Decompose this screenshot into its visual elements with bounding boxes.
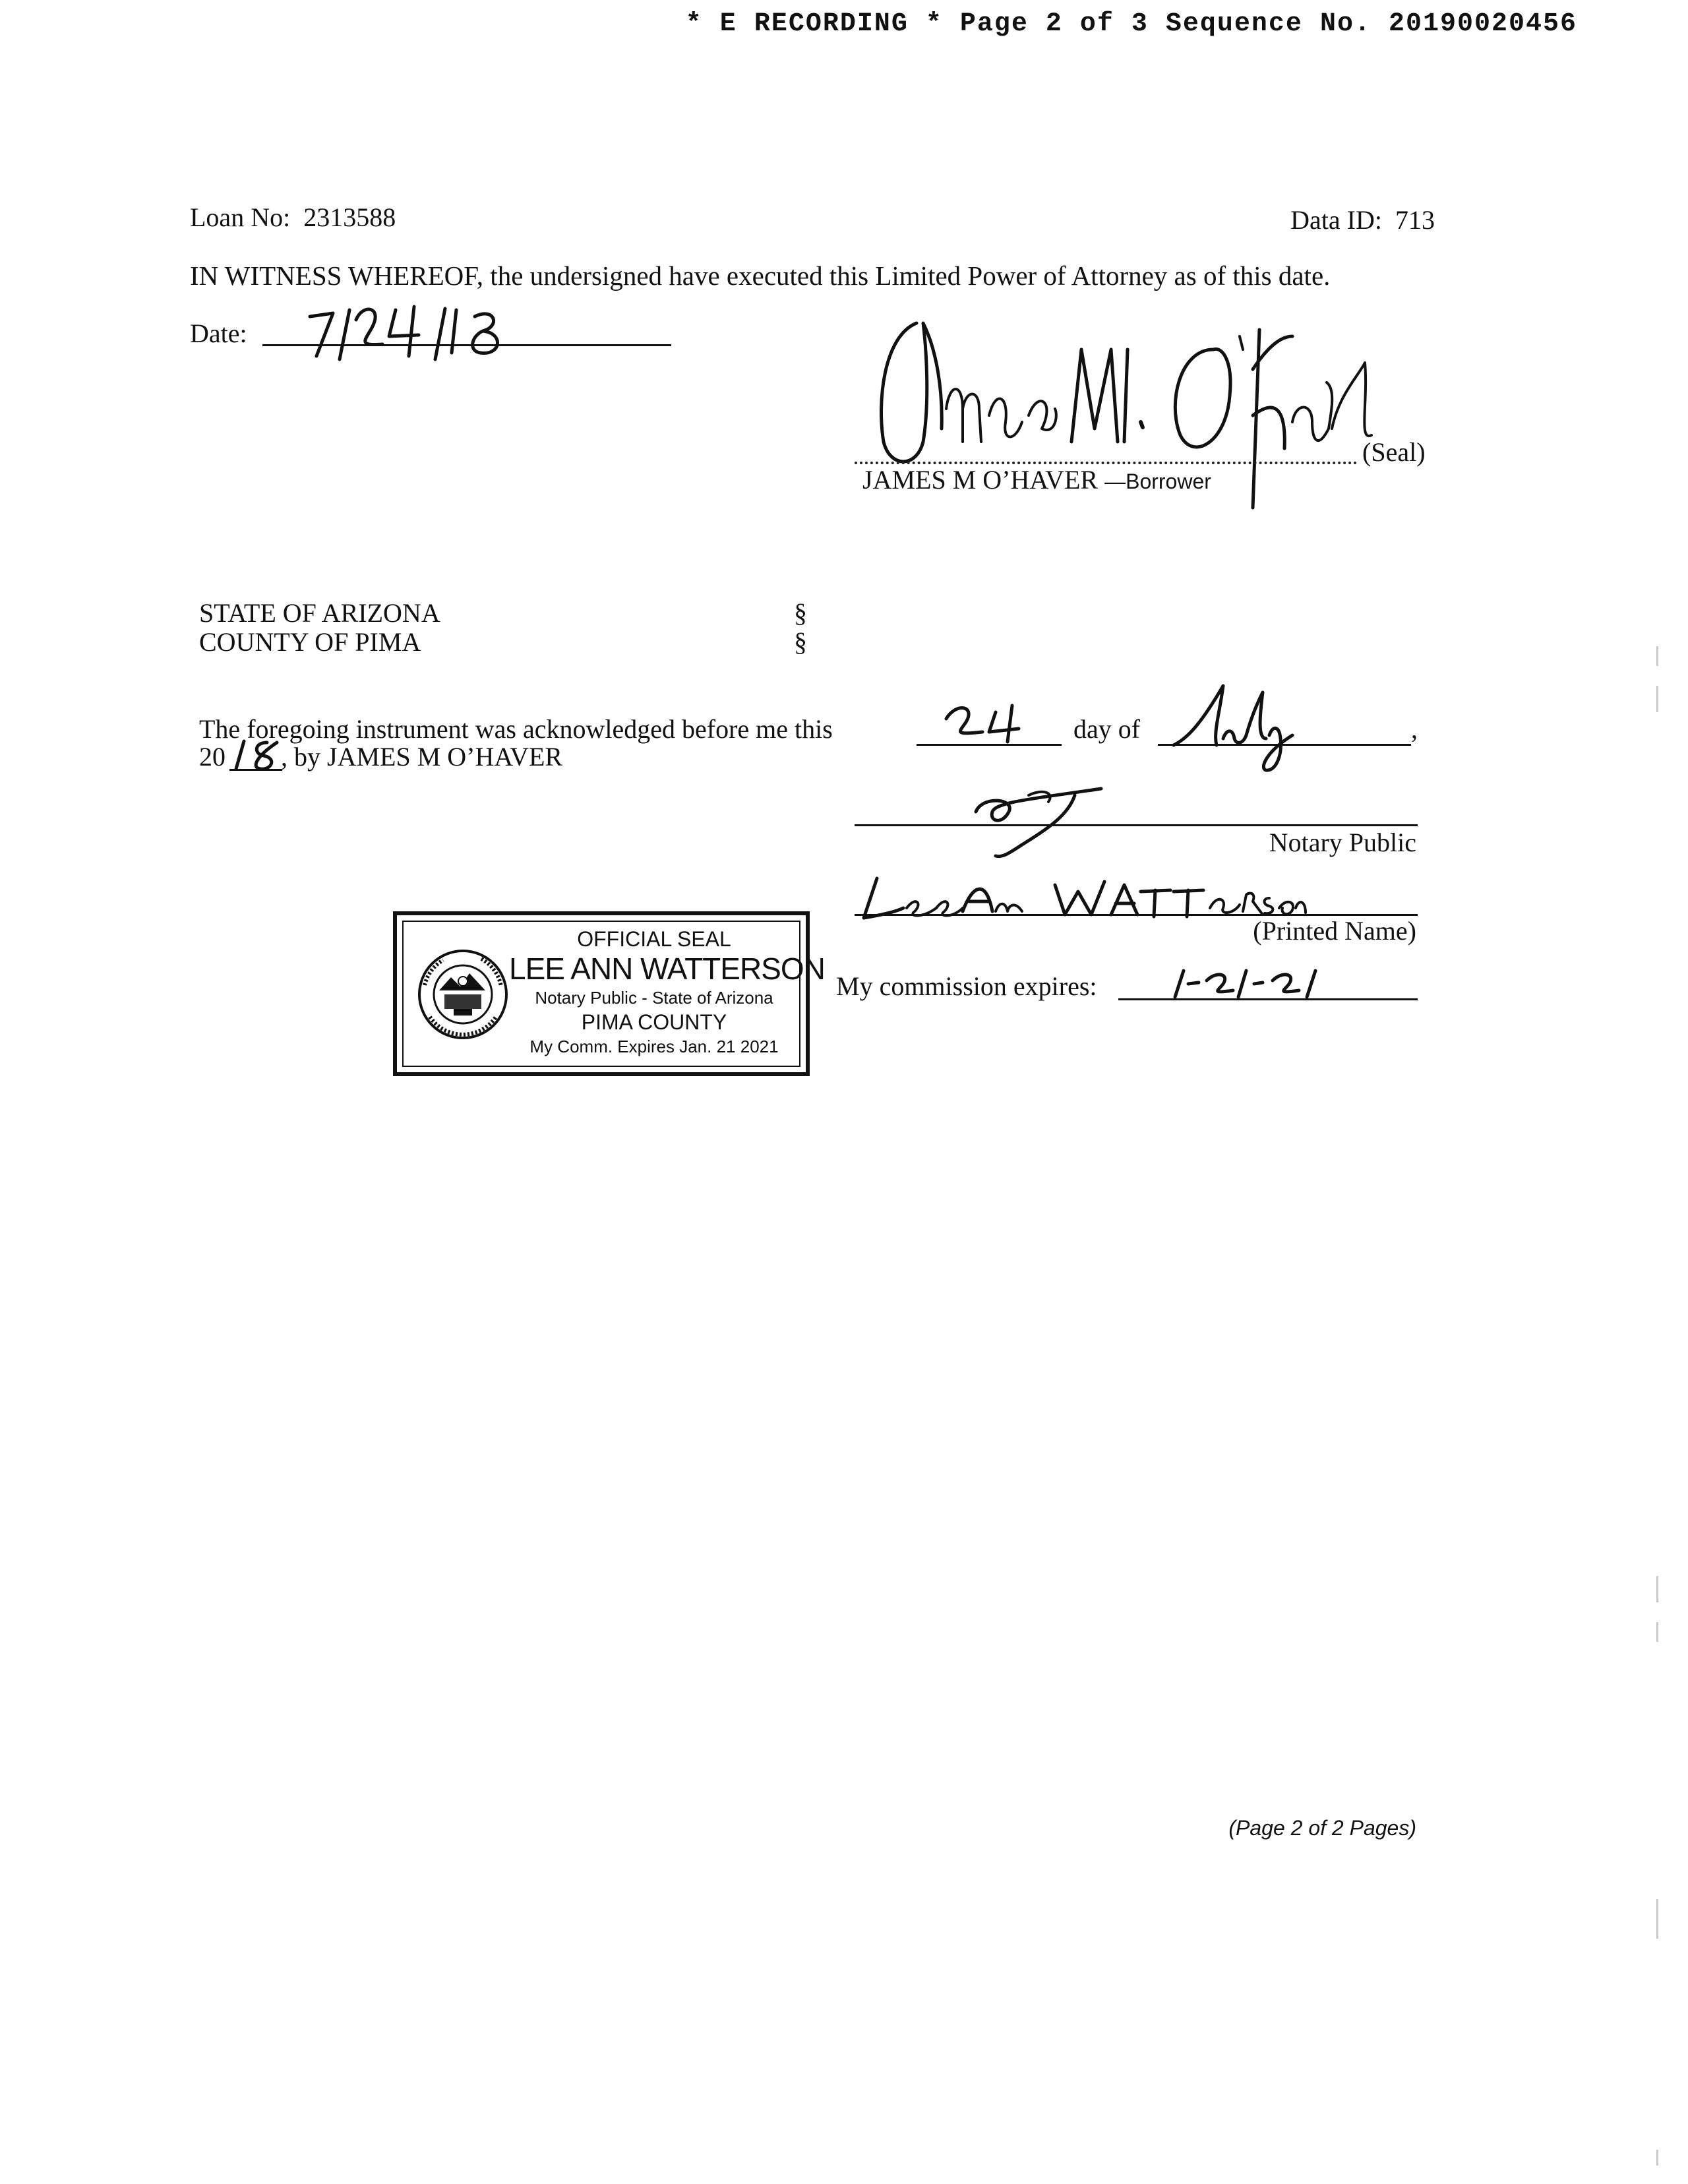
footer-page-note: (Page 2 of 2 Pages) — [1228, 1816, 1416, 1840]
witness-clause: IN WITNESS WHEREOF, the undersigned have executed this Limited Power of Attorney as of this date. — [190, 260, 1331, 291]
data-id-value: 713 — [1395, 205, 1435, 235]
venue-county: COUNTY OF PIMA — [199, 627, 421, 657]
data-id-line — [1290, 204, 1435, 235]
notary-signature — [963, 775, 1121, 861]
ack-text-part3: , by JAMES M O’HAVER — [281, 742, 563, 772]
borrower-role: —Borrower — [1104, 470, 1211, 493]
stamp-county: PIMA COUNTY — [581, 1010, 727, 1034]
notary-printed-name-handwriting — [857, 872, 1306, 925]
borrower-printed-name-line — [862, 464, 1211, 495]
ack-text-part2: day of — [1073, 714, 1141, 744]
seal-label: (Seal) — [1362, 437, 1426, 467]
loan-number-label: Loan No: — [190, 202, 291, 232]
printed-name-label: (Printed Name) — [1253, 916, 1416, 946]
stamp-title: OFFICIAL SEAL — [577, 927, 731, 951]
ack-text-part1: The foregoing instrument was acknowledged before me this — [199, 714, 833, 744]
section-symbol-2: § — [794, 627, 807, 657]
data-id-label: Data ID: — [1290, 205, 1382, 235]
notary-signature-line — [855, 824, 1418, 826]
ack-year-prefix: 20 — [199, 742, 226, 772]
recording-header: * E RECORDING * Page 2 of 3 Sequence No. 20190020456 — [685, 9, 1577, 39]
borrower-printed-name: JAMES M O’HAVER — [862, 465, 1099, 495]
loan-number-value: 2313588 — [303, 202, 396, 232]
ack-comma: , — [1411, 714, 1418, 744]
ack-day-handwriting — [936, 699, 1042, 745]
section-symbol-1: § — [794, 598, 807, 628]
date-label: Date: — [190, 318, 247, 348]
arizona-state-seal-icon — [417, 948, 509, 1041]
stamp-commission-expiry: My Comm. Expires Jan. 21 2021 — [529, 1037, 779, 1056]
ack-year-handwriting — [231, 736, 284, 773]
notary-stamp — [393, 911, 825, 1076]
loan-number-line — [190, 202, 396, 233]
ack-month-handwriting — [1160, 673, 1319, 778]
commission-label: My commission expires: — [836, 971, 1097, 1001]
date-handwriting — [303, 290, 514, 363]
venue-state: STATE OF ARIZONA — [199, 598, 440, 628]
commission-handwriting — [1167, 964, 1352, 1004]
notary-public-label: Notary Public — [1269, 828, 1416, 857]
stamp-notary-name: LEE ANN WATTERSON — [509, 952, 825, 986]
stamp-notary-state: Notary Public - State of Arizona — [535, 988, 773, 1008]
